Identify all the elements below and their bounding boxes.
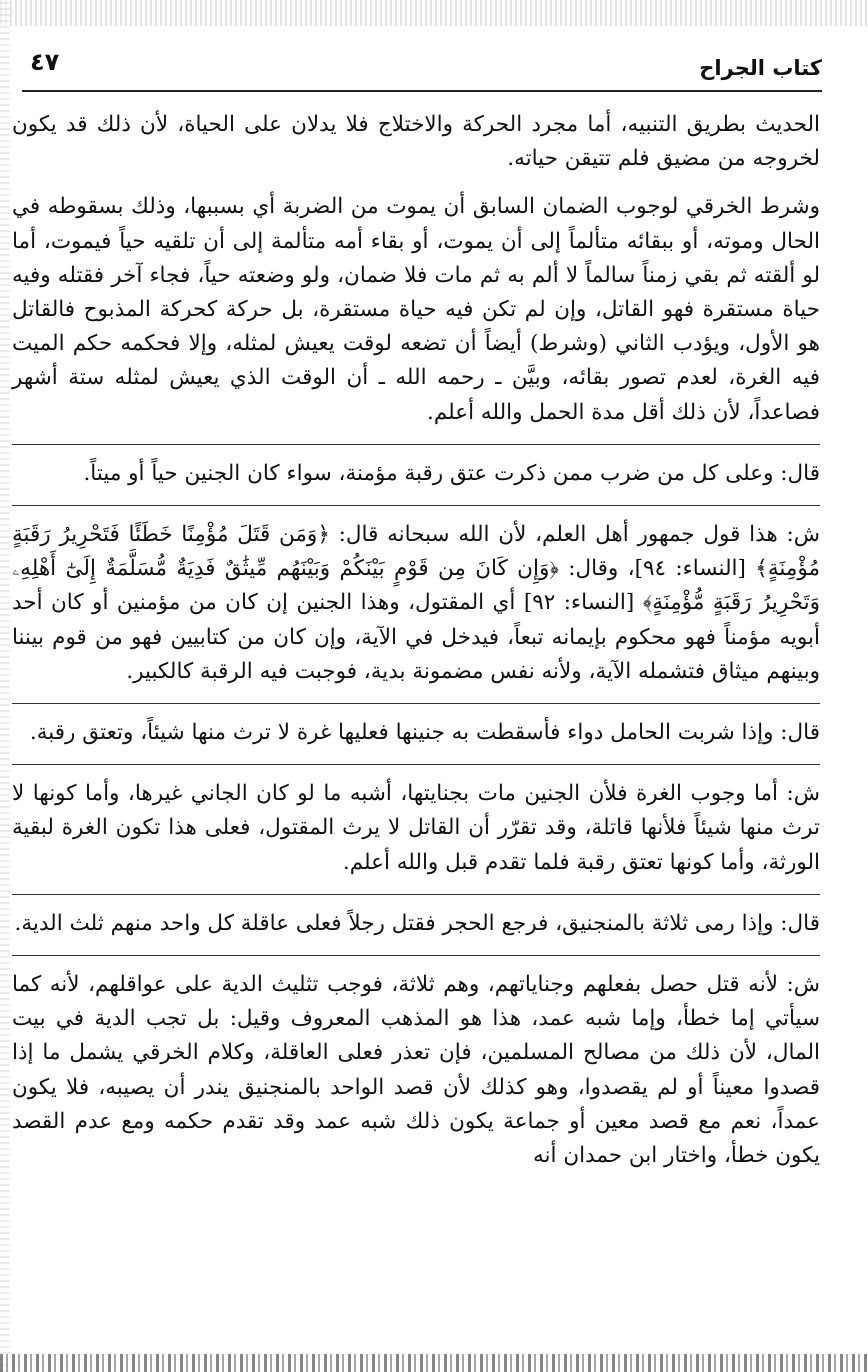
page-header: [22, 44, 822, 92]
section-divider: [12, 703, 820, 704]
book-title: كتاب الجراح: [699, 56, 822, 80]
paragraph-5-matn: قال: وإذا شربت الحامل دواء فأسقطت به جنينها فعليها غرة لا ترث منها شيئاً، وتعتق رقبة.: [29, 720, 820, 746]
paragraph-8-sharh: ش: لأنه قتل حصل بفعلهم وجناياتهم، وهم ثلاثة، فوجب تثليث الدية على عواقلهم، لأنه كما سيأتي إما خطأ، وإما شبه عمد، هذا هو المذهب المعروف وقيل: بل تجب الدية في بيت المال، لأن ذلك من مصالح المسلمين، فإن تعذر فعلى العاقلة، وكلام الخرقي يشمل ما إذا قصدوا معيناً أو لم يقصدوا، وهو كذلك لأن قصد الواحد بالمنجنيق يندر أن يصيبه، فلا يكون عمداً، نعم مع قصد معين أو جماعة يكون ذلك شبه عمد وقد تقدم حكمه ومع عدم القصد يكون خطأ، واختار ابن حمدان أنه: [12, 972, 820, 1169]
paragraph-4-sharh: ش: هذا قول جمهور أهل العلم، لأن الله سبحانه قال: ﴿وَمَن قَتَلَ مُؤْمِنًا خَطَئًا فَتَحْرِيرُ رَقَبَةٍ مُؤْمِنَةٍ﴾ [النساء: ٩٤]، وقال: ﴿وَإِن كَانَ مِن قَوْمٍ بَيْنَكُمْ وَبَيْنَهُم مِّيثَٰقٌ فَدِيَةٌ مُّسَلَّمَةٌ إِلَىٰٓ أَهْلِهِۦ وَتَحْرِيرُ رَقَبَةٍ مُّؤْمِنَةٍ﴾ [النساء: ٩٢] أي المقتول، وهذا الجنين إن كان من مؤمنين أو كان أحد أبويه مؤمناً فهو محكوم بإيمانه تبعاً، فيدخل في الآية، وإن كان من كتابيين فهو من قوم بيننا وبينهم ميثاق فتشمله الآية، ولأنه نفس مضمونة بدية، فوجبت فيه الرقبة كالكبير.: [12, 522, 820, 684]
section-divider: [12, 505, 820, 506]
section-divider: [12, 894, 820, 895]
page-number: ٤٧: [30, 48, 60, 76]
paragraph-7-matn: قال: وإذا رمى ثلاثة بالمنجنيق، فرجع الحجر فقتل رجلاً فعلى عاقلة كل واحد منهم ثلث الدية.: [14, 910, 820, 936]
page-body: [12, 108, 820, 1187]
section-divider: [12, 955, 820, 956]
section-divider: [12, 444, 820, 445]
paragraph-6-sharh: ش: أما وجوب الغرة فلأن الجنين مات بجنايتها، أشبه ما لو كان الجاني غيرها، وأما كونها لا ترث منها شيئاً فلأنها قاتلة، وقد تقرّر أن القاتل لا يرث المقتول، فعلى هذا تكون الغرة لبقية الورثة، وأما كونها تعتق رقبة فلما تقدم قبل والله أعلم.: [12, 781, 820, 875]
paragraph-2: وشرط الخرقي لوجوب الضمان السابق أن يموت من الضربة أي بسببها، وذلك بسقوطه في الحال وموته، أو ببقائه متألماً إلى أن يموت، أو بقاء أمه متألمة إلى أن تلقيه حياً فيموت، أما لو ألقته ثم بقي زمناً سالماً لا ألم به ثم مات فلا ضمان، ولو وضعته حياً، فجاء آخر فقتله وفيه حياة مستقرة فهو القاتل، وإن لم تكن فيه حياة مستقرة، بل حركة كحركة المذبوح فالقاتل هو الأول، ويؤدب الثاني (وشرط) أيضاً أن تضعه لوقت يعيش لمثله، وإلا فحكمه حكم الميت فيه الغرة، لعدم تصور بقائه، وبيَّن ـ رحمه الله ـ أن الوقت الذي يعيش لمثله ستة أشهر فصاعداً، لأن ذلك أقل مدة الحمل والله أعلم.: [12, 194, 820, 425]
bottom-decorative-border: [0, 1354, 868, 1372]
paragraph-1: الحديث بطريق التنبيه، أما مجرد الحركة والاختلاج فلا يدلان على الحياة، لأن ذلك قد يكون لخروجه من مضيق فلم تتيقن حياته.: [12, 112, 820, 172]
section-divider: [12, 764, 820, 765]
left-scan-edge: [0, 0, 10, 1372]
top-decorative-border: [0, 0, 868, 26]
paragraph-3-matn: قال: وعلى كل من ضرب ممن ذكرت عتق رقبة مؤمنة، سواء كان الجنين حياً أو ميتاً.: [83, 460, 820, 486]
